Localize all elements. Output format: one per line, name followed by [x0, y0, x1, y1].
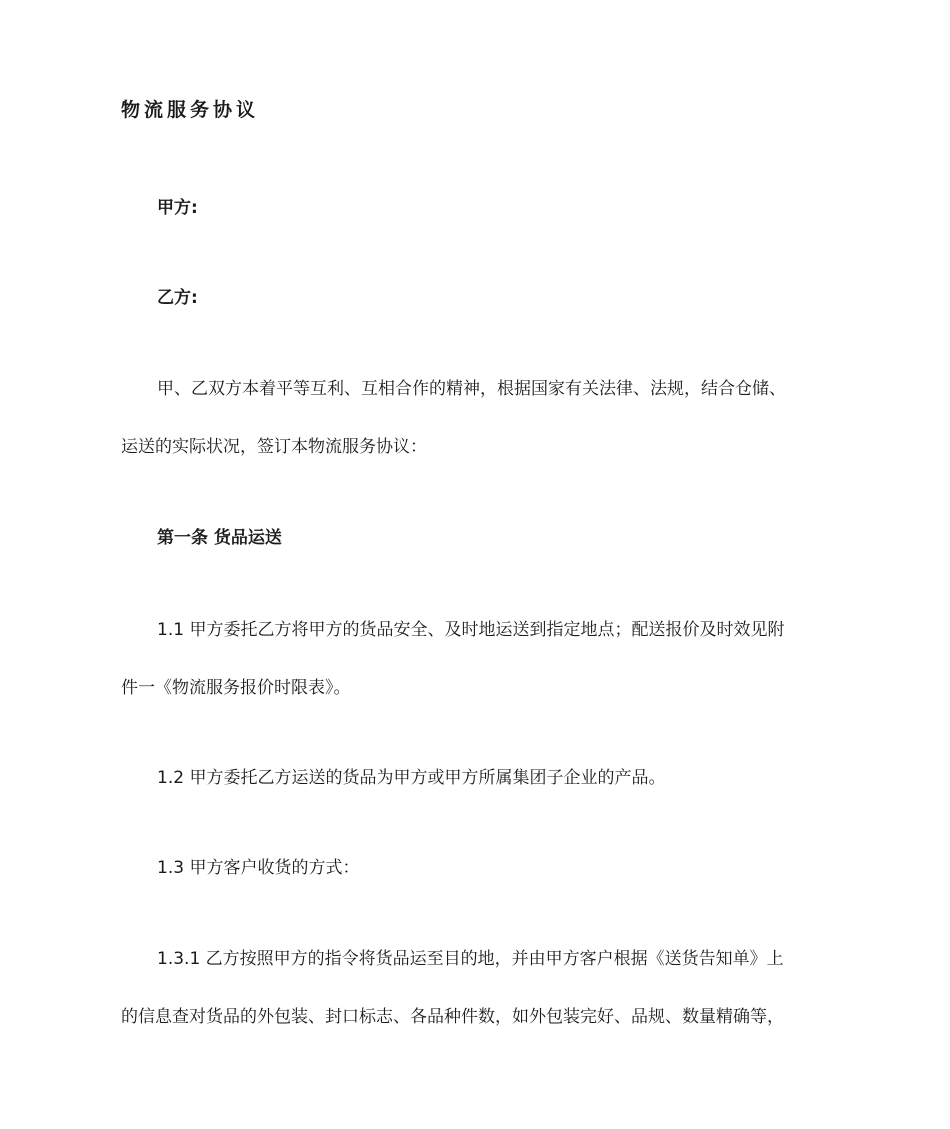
- clause-1-2: 1.2 甲方委托乙方运送的货品为甲方或甲方所属集团子企业的产品。: [157, 768, 666, 788]
- document-title: 物流服务协议: [121, 99, 260, 121]
- party-a-label: 甲方:: [157, 198, 198, 218]
- intro-paragraph-line-2: 运送的实际状况，签订本物流服务协议：: [121, 437, 427, 457]
- clause-1-1-line-1: 1.1 甲方委托乙方将甲方的货品安全、及时地运送到指定地点；配送报价及时效见附: [157, 620, 785, 640]
- intro-paragraph-line-1: 甲、乙双方本着平等互利、互相合作的精神，根据国家有关法律、法规，结合仓储、: [157, 379, 786, 399]
- clause-1-1-line-2: 件一《物流服务报价时限表》。: [121, 678, 351, 698]
- section-heading-1: 第一条 货品运送: [157, 528, 282, 548]
- clause-1-3-1-line-2: 的信息查对货品的外包装、封口标志、各品种件数，如外包装完好、品规、数量精确等，: [121, 1007, 784, 1027]
- clause-1-3-1-line-1: 1.3.1 乙方按照甲方的指令将货品运至目的地，并由甲方客户根据《送货告知单》上: [157, 949, 784, 969]
- clause-1-3: 1.3 甲方客户收货的方式：: [157, 858, 360, 878]
- party-b-label: 乙方:: [157, 288, 198, 308]
